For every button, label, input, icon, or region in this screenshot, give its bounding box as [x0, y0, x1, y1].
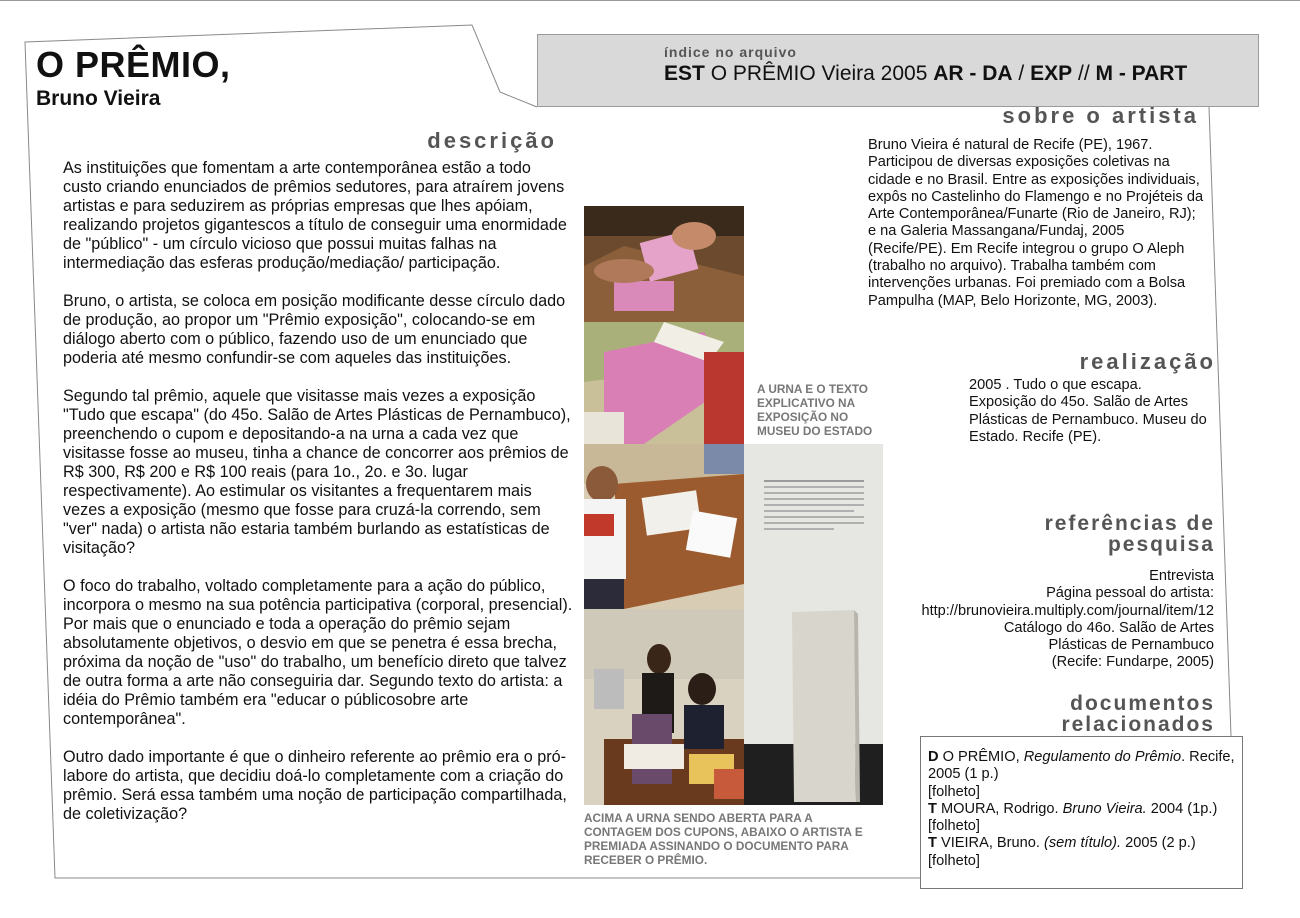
- referencia-link[interactable]: http://brunovieira.multiply.com/journal/item/12: [921, 602, 1214, 619]
- code-ar-da: AR - DA: [933, 62, 1013, 85]
- documento-tag: [folheto]: [928, 852, 980, 869]
- referencia-item: Plásticas de Pernambuco: [1048, 637, 1214, 654]
- referencias-list: [921, 568, 1214, 672]
- realizacao-heading: realização: [1079, 349, 1216, 374]
- referencia-item: (Recife: Fundarpe, 2005): [1051, 654, 1214, 671]
- documento-text: . Recife, 2005 (1 p.): [928, 749, 1235, 783]
- caption-urn-text: A URNA E O TEXTO EXPLICATIVO NA EXPOSIÇÃO NO MUSEU DO ESTADO: [757, 382, 873, 438]
- archive-index-label: índice no arquivo: [664, 44, 797, 60]
- photo-urn-opened: [584, 322, 744, 444]
- archive-index-code: [664, 62, 1187, 86]
- code-slash: /: [1018, 62, 1025, 85]
- documento-text: 2005 (2 p.): [1121, 835, 1196, 852]
- photo-artist-and-winner-signing: [584, 609, 744, 805]
- documento-entry[interactable]: [928, 749, 1240, 801]
- page-title: O PRÊMIO,: [36, 44, 231, 85]
- sobre-text: Bruno Vieira é natural de Recife (PE), 1967. Participou de diversas exposições coletivas na cidade e no Brasil. Entre as exposições individuais, expôs no Castelinho do Flamengo e no Projéteis da Arte Contemporânea/Funarte (Rio de Janeiro, RJ); e na Galeria Massangana/Fundaj, 2005 (Recife/PE). Em Recife integrou o grupo O Aleph (trabalho no arquivo). Trabalha também com intervenções urbanas. Foi premiado com a Bolsa Pampulha (MAP, Belo Horizonte, MG, 2003).: [868, 137, 1204, 309]
- documento-title: (sem título).: [1044, 835, 1122, 852]
- artist-name: Bruno Vieira: [36, 87, 161, 110]
- descricao-paragraph: As instituições que fomentam a arte contemporânea estão a todo custo criando enunciados de prêmios sedutores, para atraírem jovens artistas e para seduzirem as próprias empresas que lhes apóiam, realizando projetos gigantescos a título de conseguir uma enormidade de "público" - um círculo vicioso que possui muitas falhas na intermediação das esferas produção/mediação/ participação.: [63, 159, 567, 272]
- referencias-heading-line: referências de: [1044, 512, 1215, 535]
- photo-visitors-at-table: [584, 444, 744, 609]
- documentos-list: [928, 749, 1240, 870]
- documento-code: T: [928, 835, 937, 852]
- referencias-heading: [1045, 513, 1215, 555]
- documento-text: 2004 (1p.): [1146, 800, 1218, 817]
- referencia-item: Entrevista: [1149, 568, 1214, 584]
- documento-code: D: [928, 749, 939, 765]
- code-exp: EXP: [1030, 62, 1073, 85]
- documento-entry[interactable]: [928, 801, 1240, 836]
- code-premio: O PRÊMIO Vieira 2005: [710, 62, 928, 85]
- realizacao-text: 2005 . Tudo o que escapa. Exposição do 45o. Salão de Artes Plásticas de Pernambuco. Museu do Estado. Recife (PE).: [969, 377, 1207, 445]
- descricao-paragraph: O foco do trabalho, voltado completamente para a ação do público, incorpora o mesmo na sua potência participativa (corporal, presencial). Por mais que o enunciado e toda a operação do prêmio sejam absolutamente objetivos, o desvio em que se penetra é essa brecha, próxima da noção de "uso" do trabalho, um benefício direto que talvez de outra forma a arte não conseguiria dar. Segundo texto do artista: a idéia do Prêmio também era "educar o públicosobre arte contemporânea".: [63, 577, 573, 728]
- documento-tag: [folheto]: [928, 818, 980, 835]
- code-est: EST: [664, 62, 705, 85]
- documentos-heading: [1061, 693, 1215, 735]
- documento-title: Regulamento do Prêmio: [1023, 749, 1182, 765]
- referencias-heading-line: pesquisa: [1107, 533, 1215, 556]
- documento-tag: [folheto]: [928, 783, 980, 800]
- documentos-heading-line: documentos: [1070, 692, 1215, 715]
- descricao-paragraph: Segundo tal prêmio, aquele que visitasse mais vezes a exposição "Tudo que escapa" (do 45o. Salão de Artes Plásticas de Pernambuco), preenchendo o cupom e depositando-a na urna a cada vez que visitasse fosse ao museu, tinha a chance de concorrer aos prêmios de R$ 300, R$ 200 e R$ 100 reais (para 1o., 2o. e 3o. lugar respectivamente). Ao estimular os visitantes a frequentarem mais vezes a exposição (mesmo que fosse para cruzá-la correndo, sem "ver" nada) o artista não estaria também burlando as estatísticas de visitação?: [63, 387, 571, 557]
- documento-text: O PRÊMIO,: [938, 749, 1024, 765]
- referencia-item: Página pessoal do artista:: [1046, 585, 1214, 602]
- descricao-body: [63, 159, 573, 843]
- descricao-heading: descrição: [427, 128, 557, 153]
- caption-photos: ACIMA A URNA SENDO ABERTA PARA A CONTAGEM DOS CUPONS, ABAIXO O ARTISTA E PREMIADA ASSINANDO O DOCUMENTO PARA RECEBER O PRÊMIO.: [584, 811, 863, 867]
- documentos-heading-line: relacionados: [1061, 713, 1215, 736]
- sobre-heading: sobre o artista: [1002, 103, 1199, 128]
- documento-entry[interactable]: [928, 835, 1240, 870]
- documento-text: MOURA, Rodrigo.: [936, 800, 1063, 817]
- referencia-item: Catálogo do 46o. Salão de Artes: [1003, 619, 1214, 636]
- photo-urn-coupons-hand: [584, 206, 744, 322]
- documento-text: VIEIRA, Bruno.: [936, 835, 1044, 852]
- documento-title: Bruno Vieira.: [1062, 800, 1147, 817]
- code-m-part: M - PART: [1095, 62, 1188, 85]
- code-double-slash: //: [1077, 62, 1090, 85]
- descricao-paragraph: Outro dado importante é que o dinheiro referente ao prêmio era o pró-labore do artista, que decidiu doá-lo completamente com a criação do prêmio. Será essa também uma noção de participação compartilhada, de coletivização?: [63, 748, 567, 823]
- documento-code: T: [928, 800, 937, 817]
- descricao-paragraph: Bruno, o artista, se coloca em posição modificante desse círculo dado de produção, ao propor um "Prêmio exposição", colocando-se em diálogo aberto com o público, fazendo uso de um enunciado que poderia até mesmo confundir-se com aqueles das instituições.: [63, 292, 566, 367]
- photo-urn-and-explanatory-text: [744, 444, 883, 805]
